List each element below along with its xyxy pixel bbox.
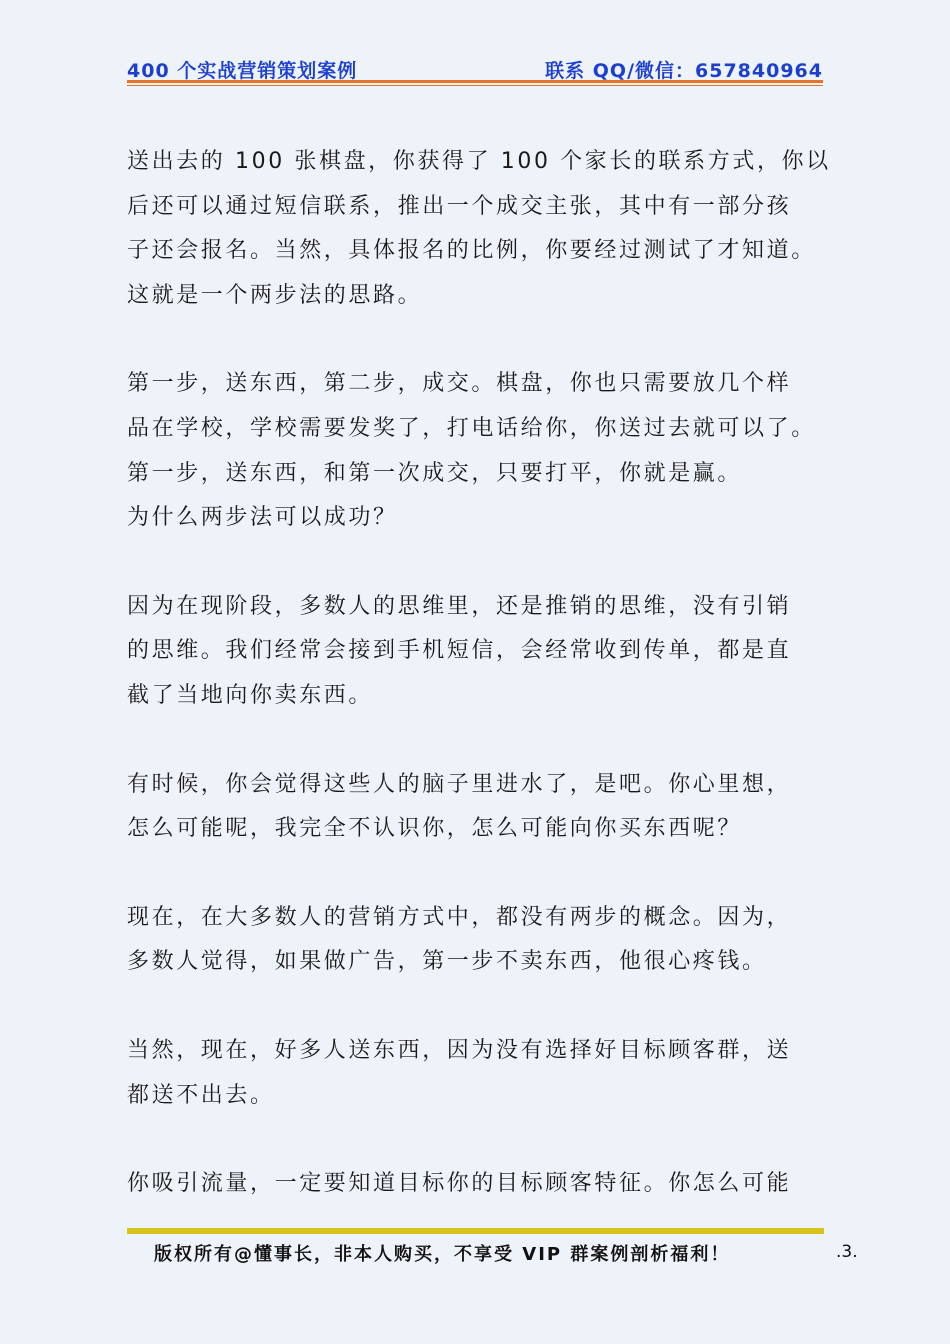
text-line: 因为在现阶段，多数人的思维里，还是推销的思维，没有引销 xyxy=(127,593,792,619)
text-line: 有时候，你会觉得这些人的脑子里进水了，是吧。你心里想， xyxy=(127,771,792,797)
paragraph-7 xyxy=(127,1162,823,1207)
paragraph-3 xyxy=(127,585,823,719)
text-line: 第一步，送东西，和第一次成交，只要打平，你就是赢。 xyxy=(127,460,743,486)
header-divider-thin xyxy=(127,85,823,86)
text-line: 怎么可能呢，我完全不认识你，怎么可能向你买东西呢？ xyxy=(127,816,743,842)
text-line: 品在学校，学校需要发奖了，打电话给你，你送过去就可以了。 xyxy=(127,415,816,441)
paragraph-4 xyxy=(127,763,823,852)
page-header xyxy=(127,52,823,86)
footer-divider xyxy=(127,1228,824,1234)
text-line: 这就是一个两步法的思路。 xyxy=(127,282,423,308)
text-line: 的思维。我们经常会接到手机短信，会经常收到传单，都是直 xyxy=(127,638,792,664)
text-line: 截了当地向你卖东西。 xyxy=(127,682,374,708)
header-divider xyxy=(127,80,823,83)
footer-copyright: 版权所有@懂事长，非本人购买，不享受 VIP 群案例剖析福利！ xyxy=(154,1244,731,1265)
paragraph-1 xyxy=(127,140,831,318)
paragraph-6 xyxy=(127,1029,823,1118)
paragraph-5 xyxy=(127,896,823,985)
header-contact: 联系 QQ/微信：657840964 xyxy=(545,60,823,82)
text-line: 多数人觉得，如果做广告，第一步不卖东西，他很心疼钱。 xyxy=(127,949,767,975)
text-line: 你吸引流量，一定要知道目标你的目标顾客特征。你怎么可能 xyxy=(127,1171,792,1197)
text-line: 送出去的 100 张棋盘，你获得了 100 个家长的联系方式，你以 xyxy=(127,149,831,174)
text-line: 子还会报名。当然，具体报名的比例，你要经过测试了才知道。 xyxy=(127,238,816,264)
text-line: 现在，在大多数人的营销方式中，都没有两步的概念。因为， xyxy=(127,904,792,930)
text-line: 为什么两步法可以成功？ xyxy=(127,505,398,531)
header-title: 400 个实战营销策划案例 xyxy=(127,60,358,82)
text-line: 第一步，送东西，第二步，成交。棋盘，你也只需要放几个样 xyxy=(127,371,792,397)
text-line: 当然，现在，好多人送东西，因为没有选择好目标顾客群，送 xyxy=(127,1037,792,1063)
document-body xyxy=(127,140,831,1207)
text-line: 都送不出去。 xyxy=(127,1082,275,1108)
paragraph-2 xyxy=(127,362,823,540)
text-line: 后还可以通过短信联系，推出一个成交主张，其中有一部分孩 xyxy=(127,193,792,219)
page-number: .3. xyxy=(836,1242,858,1262)
